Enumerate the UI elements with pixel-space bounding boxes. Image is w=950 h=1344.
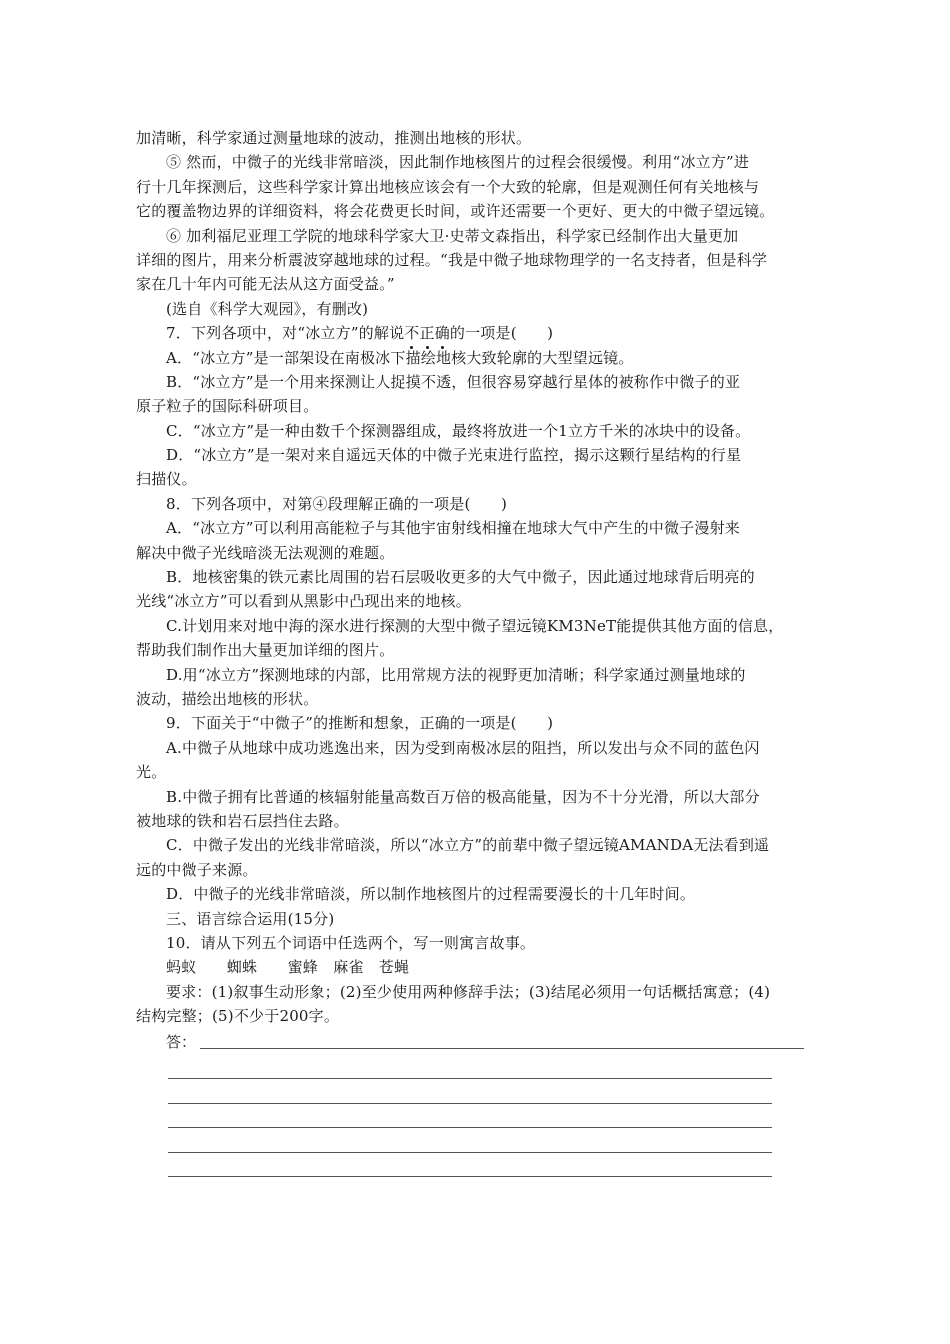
answer-rule[interactable] bbox=[168, 1104, 772, 1129]
question-9-option-c-cont: 远的中微子来源。 bbox=[136, 860, 258, 879]
question-8-option-c: C.计划用来对地中海的深水进行探测的大型中微子望远镜KM3NeT能提供其他方面的信息， bbox=[166, 616, 784, 635]
document-content bbox=[136, 126, 816, 1177]
question-7-option-c: C．“冰立方”是一种由数千个探测器组成，最终将放进一个1立方千米的冰块中的设备。 bbox=[166, 421, 751, 440]
question-7-stem-text: 7．下列各项中，对“冰立方”的解说 bbox=[166, 324, 405, 343]
answer-rule[interactable] bbox=[168, 1054, 772, 1079]
answer-area[interactable] bbox=[136, 1030, 816, 1177]
question-9-option-c: C．中微子发出的光线非常暗淡，所以“冰立方”的前辈中微子望远镜AMANDA无法看到遥 bbox=[166, 836, 770, 855]
emphasis-char: 正 bbox=[420, 321, 435, 345]
answer-rule[interactable] bbox=[168, 1128, 772, 1153]
question-8-option-b: B．地核密集的铁元素比周围的岩石层吸收更多的大气中微子，因此通过地球背后明亮的 bbox=[166, 568, 755, 587]
emphasis-char: 不 bbox=[404, 321, 419, 345]
question-8-option-b-cont: 光线“冰立方”可以看到从黑影中凸现出来的地核。 bbox=[136, 592, 471, 611]
question-10-requirements: 要求：(1)叙事生动形象；(2)至少使用两种修辞手法；(3)结尾必须用一句话概括寓意；(4) bbox=[166, 982, 771, 1001]
question-10-requirements-cont: 结构完整；(5)不少于200字。 bbox=[136, 1007, 340, 1026]
emphasis-char: 确 bbox=[435, 321, 450, 345]
question-7-option-b-cont: 原子粒子的国际科研项目。 bbox=[136, 397, 319, 416]
text-line: 加清晰，科学家通过测量地球的波动，推测出地核的形状。 bbox=[136, 129, 532, 147]
question-9-option-b: B.中微子拥有比普通的核辐射能量高数百万倍的极高能量，因为不十分光滑，所以大部分 bbox=[166, 787, 760, 806]
paragraph-5-line: ⑤ 然而，中微子的光线非常暗淡，因此制作地核图片的过程会很缓慢。利用“冰立方”进 bbox=[166, 153, 750, 172]
question-8-option-c-cont: 帮助我们制作出大量更加详细的图片。 bbox=[136, 641, 395, 660]
question-7-stem bbox=[136, 321, 816, 345]
question-9-option-a: A.中微子从地球中成功逃逸出来，因为受到南极冰层的阻挡，所以发出与众不同的蓝色闪 bbox=[166, 738, 760, 757]
question-8-option-d-cont: 波动，描绘出地核的形状。 bbox=[136, 689, 319, 708]
answer-label: 答： bbox=[166, 1033, 197, 1052]
text-line: 它的覆盖物边界的详细资料，将会花费更长时间，或许还需要一个更好、更大的中微子望远镜。 bbox=[136, 202, 775, 221]
text-line: 家在几十年内可能无法从这方面受益。” bbox=[136, 275, 395, 294]
answer-rule[interactable] bbox=[168, 1153, 772, 1178]
text-line: 行十几年探测后，这些科学家计算出地核应该会有一个大致的轮廓，但是观测任何有关地核与 bbox=[136, 177, 760, 196]
question-10-stem: 10．请从下列五个词语中任选两个，写一则寓言故事。 bbox=[166, 933, 536, 952]
question-9-stem: 9．下面关于“中微子”的推断和想象，正确的一项是( ) bbox=[166, 714, 554, 733]
question-7-option-b: B．“冰立方”是一个用来探测让人捉摸不透，但很容易穿越行星体的被称作中微子的亚 bbox=[166, 372, 741, 391]
answer-rule[interactable] bbox=[168, 1079, 772, 1104]
question-8-option-d: D.用“冰立方”探测地球的内部，比用常规方法的视野更加清晰；科学家通过测量地球的 bbox=[166, 665, 746, 684]
paragraph-6-line: ⑥ 加利福尼亚理工学院的地球科学家大卫·史蒂文森指出，科学家已经制作出大量更加 bbox=[166, 226, 739, 245]
question-9-option-b-cont: 被地球的铁和岩石层挡住去路。 bbox=[136, 811, 349, 830]
question-7-option-a: A．“冰立方”是一部架设在南极冰下描绘地核大致轮廓的大型望远镜。 bbox=[166, 348, 634, 367]
source-note: (选自《科学大观园》，有删改) bbox=[166, 299, 369, 318]
question-7-option-d: D．“冰立方”是一架对来自遥远天体的中微子光束进行监控，揭示这颗行星结构的行星 bbox=[166, 446, 742, 465]
question-8-option-a: A．“冰立方”可以利用高能粒子与其他宇宙射线相撞在地球大气中产生的中微子漫射来 bbox=[166, 519, 740, 538]
question-8-stem: 8．下列各项中，对第④段理解正确的一项是( ) bbox=[166, 494, 508, 513]
question-9-option-a-cont: 光。 bbox=[136, 763, 167, 782]
question-8-option-a-cont: 解决中微子光线暗淡无法观测的难题。 bbox=[136, 543, 395, 562]
answer-rule[interactable] bbox=[200, 1048, 804, 1049]
question-7-stem-tail: 的一项是( ) bbox=[449, 324, 554, 343]
question-10-words: 蚂蚁 蜘蛛 蜜蜂 麻雀 苍蝇 bbox=[166, 958, 410, 977]
section-3-heading: 三、语言综合运用(15分) bbox=[166, 909, 335, 928]
text-line: 详细的图片，用来分析震波穿越地球的过程。“我是中微子地球物理学的一名支持者，但是科学 bbox=[136, 250, 768, 269]
question-7-option-d-cont: 扫描仪。 bbox=[136, 470, 197, 489]
answer-first-line[interactable] bbox=[136, 1030, 816, 1054]
question-9-option-d: D．中微子的光线非常暗淡，所以制作地核图片的过程需要漫长的十几年时间。 bbox=[166, 885, 696, 904]
